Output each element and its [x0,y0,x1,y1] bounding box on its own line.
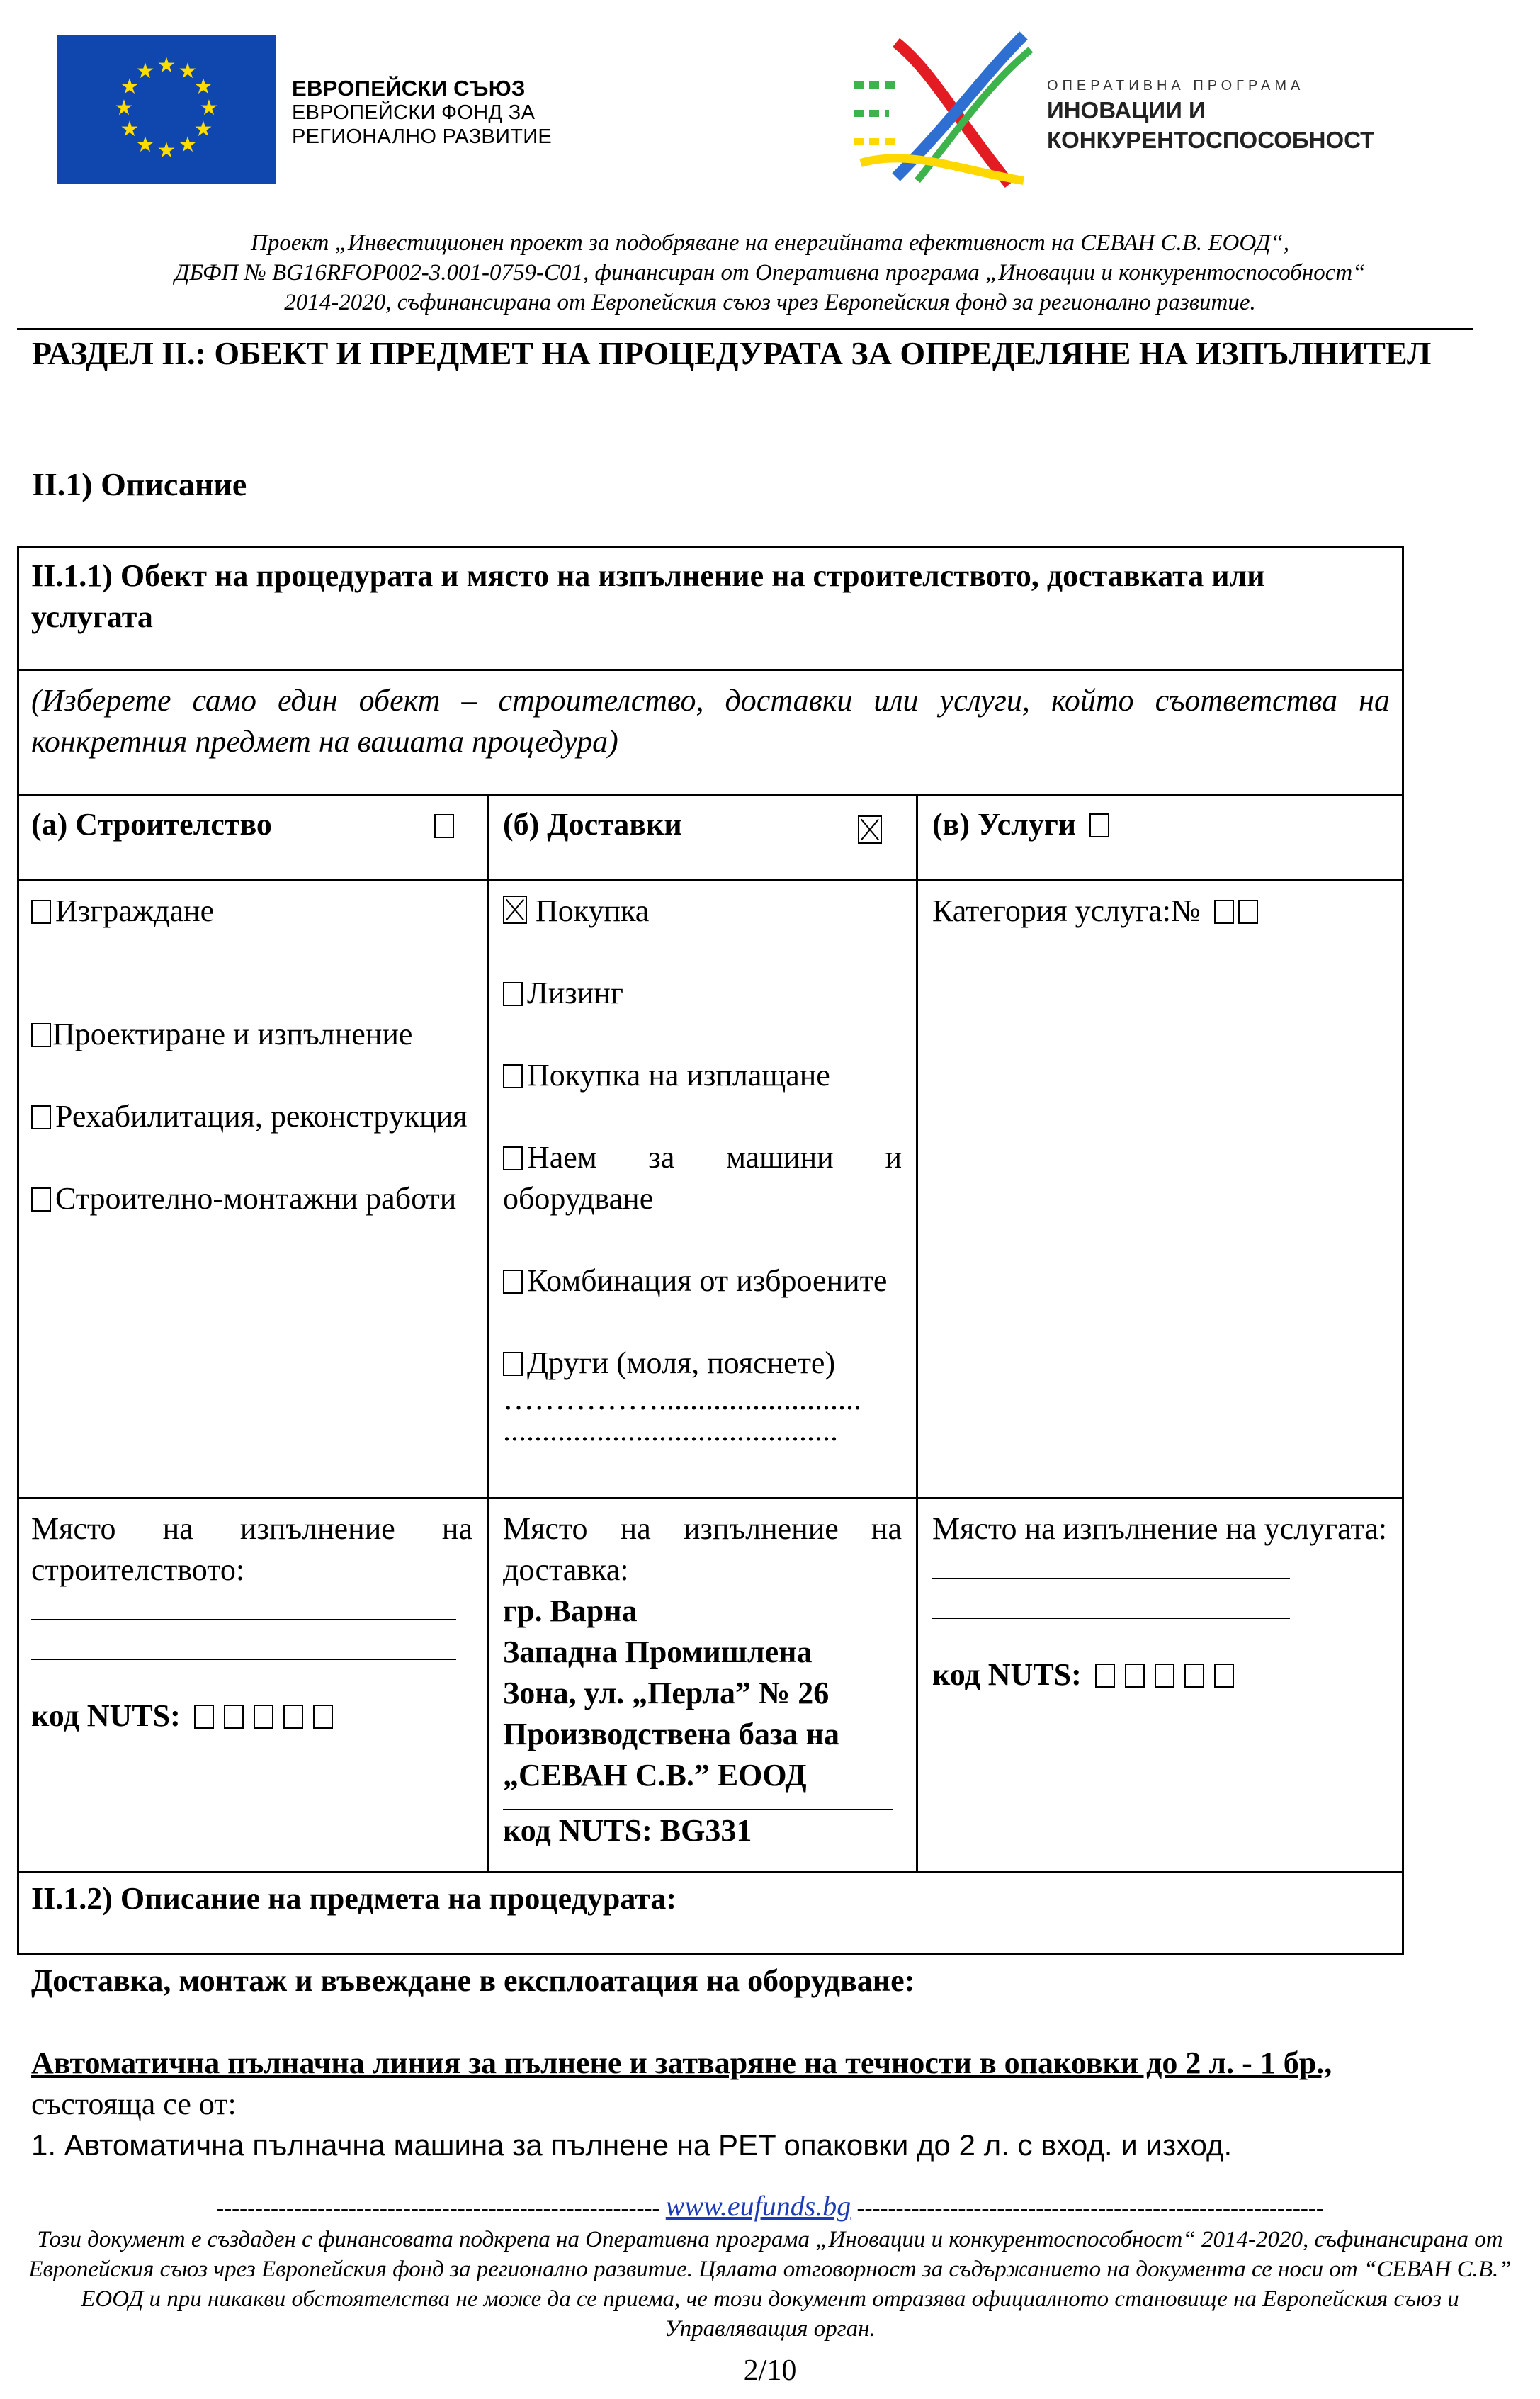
nuts-b: код NUTS: BG331 [503,1813,752,1848]
op-name-line-2: КОНКУРЕНТОСПОСОБНОСТ [1047,127,1375,153]
col-a-header [17,794,487,879]
footer-dashes-right: ------------------------------------------------------------ [856,2196,1324,2221]
place-a-line-1[interactable] [31,1619,456,1620]
option-checkbox[interactable] [31,1187,51,1212]
eu-stars-icon [57,35,276,184]
place-b-label: Място на изпълнение на доставка: [503,1511,902,1587]
nuts-box[interactable] [1095,1664,1115,1688]
op-logo-text [1047,78,1374,154]
description-cell [17,1873,1404,2170]
svg-text:★: ★ [157,139,176,162]
place-c-line-1[interactable] [932,1578,1290,1579]
option-checkbox[interactable] [31,900,51,924]
nuts-box[interactable] [1184,1664,1204,1688]
col-c-checkbox[interactable] [1089,813,1109,837]
option-checkbox-checked[interactable] [503,896,527,924]
place-b-line-5: „СЕВАН С.В.” ЕООД [503,1758,807,1793]
svg-text:★: ★ [135,133,155,157]
project-line-3: 2014-2020, съфинансирана от Европейския съюз чрез Европейския фонд за регионално развитие. [284,290,1256,315]
place-b-cell [489,1498,916,1871]
place-a-label: Място на изпълнение на строителството: [31,1511,472,1587]
col-c-options [918,881,1404,1497]
description-item-rest: състояща се от: [31,2087,237,2121]
nuts-c [932,1654,1390,1695]
nuts-box[interactable] [1155,1664,1174,1688]
description-item [31,2043,1390,2125]
op-logo-graphic [847,28,1059,191]
nuts-box[interactable] [254,1705,273,1729]
nuts-box[interactable] [1214,1664,1234,1688]
place-a-line-2[interactable] [31,1659,456,1660]
option-checkbox[interactable] [31,1105,51,1129]
dotted-line-1[interactable]: …………….......................... [503,1384,861,1415]
place-c-label: Място на изпълнение на услугата: [932,1511,1388,1546]
svg-text:★: ★ [120,118,140,141]
col-c-label: (в) Услуги [932,807,1077,842]
instruction-text: (Изберете само един обект – строителство, доставки или услуги, който съответства на конкретния предмет на вашата процедура) [31,683,1390,759]
option-installment[interactable]: Покупка на изплащане [503,1055,902,1096]
option-rehabilitation[interactable]: Рехабилитация, реконструкция [31,1096,472,1137]
option-other[interactable]: Други (моля, пояснете) [503,1343,902,1384]
place-b-line-1: гр. Варна [503,1593,638,1628]
svg-text:★: ★ [120,75,140,98]
project-note [21,228,1519,317]
place-b-line-3: Зона, ул. „Перла” № 26 [503,1676,830,1710]
option-construction-works[interactable]: Строително-монтажни работи [31,1178,472,1219]
category-box-2[interactable] [1238,900,1258,924]
footer-separator [17,2189,1523,2223]
eu-line-3: РЕГИОНАЛНО РАЗВИТИЕ [292,125,553,148]
option-checkbox[interactable] [503,982,523,1006]
nuts-a [31,1695,472,1737]
header-divider [17,328,1473,330]
eu-line-1: ЕВРОПЕЙСКИ СЪЮЗ [292,76,526,101]
option-combination[interactable]: Комбинация от изброените [503,1260,902,1302]
option-rent[interactable]: Наем за машини и оборудване [503,1140,902,1216]
service-category-label: Категория услуга:№ [932,893,1201,928]
option-construction[interactable]: Изграждане [31,891,472,932]
nuts-box[interactable] [224,1705,244,1729]
description-title: II.1.2) Описание на предмета на процедурата: [31,1881,677,1916]
svg-text:★: ★ [178,60,198,83]
eu-line-2: ЕВРОПЕЙСКИ ФОНД ЗА [292,101,536,124]
option-checkbox[interactable] [503,1270,523,1294]
svg-text:★: ★ [135,60,155,83]
svg-text:★: ★ [178,133,198,157]
option-design-build[interactable]: Проектиране и изпълнение [31,1014,472,1055]
option-leasing[interactable]: Лизинг [503,973,902,1014]
svg-text:★: ★ [157,54,176,77]
col-b-label: (б) Доставки [503,807,682,842]
svg-text:★: ★ [199,96,219,120]
option-checkbox[interactable] [503,1064,523,1088]
option-purchase[interactable]: Покупка [503,891,902,932]
description-item-1: 1. Автоматична пълначна машина за пълнене на PET опаковки до 2 л. с вход. и изход. [31,2128,1233,2162]
project-line-2: ДБФП № BG16RFOP002-3.001-0759-C01, финансиран от Оперативна програма „Иновации и конкурентоспособност“ [174,260,1366,286]
nuts-c-label: код NUTS: [932,1657,1082,1692]
nuts-box[interactable] [194,1705,214,1729]
col-a-options [17,881,487,1497]
svg-text:★: ★ [193,118,213,141]
object-title-cell [17,546,1404,670]
place-c-cell [918,1498,1404,1871]
instruction-cell [17,670,1404,794]
nuts-box[interactable] [283,1705,303,1729]
nuts-box[interactable] [1125,1664,1145,1688]
col-b-header [489,794,916,879]
col-a-checkbox[interactable] [434,814,454,838]
col-c-header [918,794,1404,879]
option-checkbox[interactable] [503,1146,523,1170]
description-item-bold: Автоматична пълначна линия за пълнене и затваряне на течности в опаковки до 2 л. - 1 бр., [31,2045,1332,2080]
place-c-line-2[interactable] [932,1618,1290,1619]
col-b-checkbox[interactable] [858,815,882,844]
eu-flag-logo [57,35,276,184]
eufunds-link[interactable]: www.eufunds.bg [665,2190,851,2222]
option-checkbox[interactable] [31,1023,51,1047]
dotted-line-2[interactable]: ........................................... [503,1415,838,1446]
description-line: Доставка, монтаж и въвеждане в експлоатация на оборудване: [31,1963,915,1998]
op-kicker: ОПЕРАТИВНА ПРОГРАМА [1047,78,1305,94]
op-name-line-1: ИНОВАЦИИ И [1047,97,1206,123]
svg-text:★: ★ [193,75,213,98]
nuts-box[interactable] [313,1705,333,1729]
place-a-cell [17,1498,487,1871]
eu-logo-text [292,77,552,149]
footer-dashes-left: --------------------------------------------------------- [216,2196,660,2221]
nuts-a-label: код NUTS: [31,1698,181,1733]
footer-note: Този документ е създаден с финансовата подкрепа на Оперативна програма „Иновации и конкурентоспособност“ 2014-2020, съфинансирана от Европейския съюз чрез Европейския фонд за регионално развитие. Цялата отговорност за съдържанието на документа се носи от “СЕВАН С.В.” ЕООД и при никакви обстоятелства не може да се приема, че този документ отразява официалното становище на Европейския съюз и Управляващия орган. [28,2227,1512,2342]
col-b-options [489,881,916,1497]
place-b-line-2: Западна Промишлена [503,1635,813,1669]
project-line-1: Проект „Инвестиционен проект за подобряване на енергийната ефективност на СЕВАН С.В. ЕООД“, [251,230,1289,256]
page-number: 2/10 [743,2354,797,2387]
subsection-title: II.1) Описание [32,466,247,502]
place-b-line-4: Производствена база на [503,1717,839,1751]
category-box-1[interactable] [1214,900,1234,924]
section-title: РАЗДЕЛ II.: ОБЕКТ И ПРЕДМЕТ НА ПРОЦЕДУРАТА ЗА ОПРЕДЕЛЯНЕ НА ИЗПЪЛНИТЕЛ [32,335,1432,371]
col-a-label: (а) Строителство [31,807,272,842]
option-checkbox[interactable] [503,1352,523,1376]
object-title: II.1.1) Обект на процедурата и място на изпълнение на строителството, доставката или услугата [31,558,1265,634]
svg-text:★: ★ [114,96,134,120]
